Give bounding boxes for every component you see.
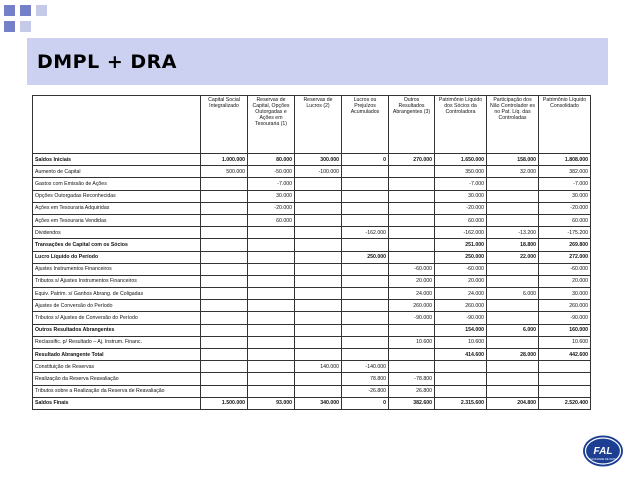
- value-cell: 2.315.600: [435, 397, 487, 409]
- value-cell: -175.200: [539, 227, 591, 239]
- table-row: [33, 166, 591, 178]
- column-header: Lucros ou Prejuízos Acumulados: [342, 96, 389, 154]
- value-cell: [295, 312, 342, 324]
- dmpl-table-wrapper: [32, 95, 590, 454]
- value-cell: [248, 349, 295, 361]
- value-cell: 0: [342, 397, 389, 409]
- value-cell: [389, 361, 435, 373]
- value-cell: [201, 324, 248, 336]
- value-cell: [342, 263, 389, 275]
- value-cell: -60.000: [435, 263, 487, 275]
- table-row: [33, 288, 591, 300]
- dmpl-table: [32, 95, 591, 410]
- table-row: [33, 178, 591, 190]
- value-cell: [389, 178, 435, 190]
- decor-square-5: [20, 21, 31, 32]
- row-label-cell: Saldos Finais: [33, 397, 201, 409]
- value-cell: 382.600: [389, 397, 435, 409]
- value-cell: [201, 312, 248, 324]
- value-cell: 269.800: [539, 239, 591, 251]
- value-cell: [295, 336, 342, 348]
- row-label-cell: Constituição de Reservas: [33, 361, 201, 373]
- value-cell: 20.000: [435, 275, 487, 287]
- value-cell: [487, 385, 539, 397]
- value-cell: [487, 361, 539, 373]
- value-cell: [295, 275, 342, 287]
- value-cell: [487, 190, 539, 202]
- value-cell: [295, 263, 342, 275]
- value-cell: 382.000: [539, 166, 591, 178]
- value-cell: [435, 361, 487, 373]
- value-cell: [201, 361, 248, 373]
- value-cell: [248, 288, 295, 300]
- value-cell: -13.200: [487, 227, 539, 239]
- value-cell: [295, 178, 342, 190]
- value-cell: -90.000: [389, 312, 435, 324]
- value-cell: [342, 312, 389, 324]
- logo-caption: FACULDADE DE NATAL: [588, 458, 618, 461]
- value-cell: [342, 202, 389, 214]
- value-cell: [295, 300, 342, 312]
- value-cell: [487, 275, 539, 287]
- column-header: Reservas de Capital, Opções Outorgadas e Ações em Tesouraria (1): [248, 96, 295, 154]
- value-cell: 158.000: [487, 154, 539, 166]
- value-cell: [295, 251, 342, 263]
- value-cell: 30.000: [435, 190, 487, 202]
- value-cell: 60.000: [248, 214, 295, 226]
- table-row: [33, 251, 591, 263]
- value-cell: -26.800: [342, 385, 389, 397]
- value-cell: [201, 336, 248, 348]
- column-header: Participação dos Não Controlador es no Pat. Líq. das Controladas: [487, 96, 539, 154]
- value-cell: 20.000: [539, 275, 591, 287]
- value-cell: [201, 178, 248, 190]
- row-label-cell: Ações em Tesouraria Vendidas: [33, 214, 201, 226]
- row-label-cell: Ações em Tesouraria Adquiridas: [33, 202, 201, 214]
- value-cell: -7.000: [539, 178, 591, 190]
- value-cell: [201, 251, 248, 263]
- value-cell: [487, 263, 539, 275]
- table-row: [33, 336, 591, 348]
- value-cell: 1.500.000: [201, 397, 248, 409]
- value-cell: [389, 349, 435, 361]
- column-header: Patrimônio Líquido dos Sócios da Controladora: [435, 96, 487, 154]
- value-cell: [201, 227, 248, 239]
- value-cell: -7.000: [435, 178, 487, 190]
- table-row: [33, 275, 591, 287]
- value-cell: [539, 373, 591, 385]
- value-cell: [295, 324, 342, 336]
- row-label-cell: Dividendos: [33, 227, 201, 239]
- fal-logo-emblem: [582, 434, 624, 468]
- value-cell: [201, 239, 248, 251]
- value-cell: [342, 239, 389, 251]
- value-cell: 26.800: [389, 385, 435, 397]
- value-cell: 78.800: [342, 373, 389, 385]
- value-cell: -60.000: [389, 263, 435, 275]
- column-header: [33, 96, 201, 154]
- table-row: [33, 397, 591, 409]
- value-cell: [487, 336, 539, 348]
- value-cell: [342, 275, 389, 287]
- value-cell: [389, 166, 435, 178]
- value-cell: [201, 288, 248, 300]
- value-cell: 442.600: [539, 349, 591, 361]
- value-cell: 260.000: [539, 300, 591, 312]
- value-cell: [342, 178, 389, 190]
- value-cell: [389, 214, 435, 226]
- value-cell: 154.000: [435, 324, 487, 336]
- value-cell: [435, 385, 487, 397]
- value-cell: -162.000: [342, 227, 389, 239]
- column-header: Outros Resultados Abrangentes (3): [389, 96, 435, 154]
- value-cell: 28.000: [487, 349, 539, 361]
- value-cell: 30.000: [539, 288, 591, 300]
- value-cell: [295, 227, 342, 239]
- decor-square-2: [20, 5, 31, 16]
- value-cell: [248, 251, 295, 263]
- value-cell: 18.800: [487, 239, 539, 251]
- value-cell: [248, 312, 295, 324]
- row-label-cell: Tributos s/ Ajustes de Conversão do Período: [33, 312, 201, 324]
- value-cell: [295, 214, 342, 226]
- value-cell: 30.000: [539, 190, 591, 202]
- value-cell: 270.000: [389, 154, 435, 166]
- row-label-cell: Gastos com Emissão de Ações: [33, 178, 201, 190]
- value-cell: 10.600: [539, 336, 591, 348]
- value-cell: 24.000: [435, 288, 487, 300]
- row-label-cell: Lucro Líquido do Período: [33, 251, 201, 263]
- table-row: [33, 349, 591, 361]
- table-row: [33, 202, 591, 214]
- value-cell: 10.600: [435, 336, 487, 348]
- value-cell: [487, 202, 539, 214]
- value-cell: [342, 349, 389, 361]
- value-cell: 251.000: [435, 239, 487, 251]
- table-row: [33, 324, 591, 336]
- value-cell: -20.000: [248, 202, 295, 214]
- value-cell: [201, 190, 248, 202]
- value-cell: -140.000: [342, 361, 389, 373]
- value-cell: [342, 336, 389, 348]
- decor-square-4: [4, 21, 15, 32]
- table-row: [33, 373, 591, 385]
- value-cell: [248, 324, 295, 336]
- value-cell: [248, 275, 295, 287]
- value-cell: [248, 336, 295, 348]
- value-cell: 250.000: [435, 251, 487, 263]
- value-cell: 350.000: [435, 166, 487, 178]
- row-label-cell: Equiv. Patrim. s/ Ganhos Abrang. de Coligadas: [33, 288, 201, 300]
- value-cell: [342, 166, 389, 178]
- row-label-cell: Tributos sobre a Realização da Reserva de Reavaliação: [33, 385, 201, 397]
- slide-title: DMPL + DRA: [37, 51, 177, 73]
- value-cell: [389, 227, 435, 239]
- value-cell: [295, 202, 342, 214]
- value-cell: 10.600: [389, 336, 435, 348]
- value-cell: [248, 385, 295, 397]
- row-label-cell: Outros Resultados Abrangentes: [33, 324, 201, 336]
- column-header: Patrimônio Líquido Consolidado: [539, 96, 591, 154]
- value-cell: [389, 251, 435, 263]
- value-cell: -20.000: [539, 202, 591, 214]
- value-cell: [342, 288, 389, 300]
- value-cell: [201, 263, 248, 275]
- row-label-cell: Saldos Iniciais: [33, 154, 201, 166]
- value-cell: 0: [342, 154, 389, 166]
- value-cell: 2.520.400: [539, 397, 591, 409]
- value-cell: [487, 373, 539, 385]
- value-cell: [201, 202, 248, 214]
- column-header: Reservas de Lucros (2): [295, 96, 342, 154]
- value-cell: [539, 361, 591, 373]
- value-cell: [487, 300, 539, 312]
- row-label-cell: Tributos s/ Ajustes Instrumentos Financeiros: [33, 275, 201, 287]
- row-label-cell: Realização da Reserva Reavaliação: [33, 373, 201, 385]
- value-cell: [295, 239, 342, 251]
- value-cell: -90.000: [435, 312, 487, 324]
- value-cell: -20.000: [435, 202, 487, 214]
- value-cell: 204.800: [487, 397, 539, 409]
- title-bar: [27, 38, 608, 85]
- value-cell: [248, 239, 295, 251]
- value-cell: -162.000: [435, 227, 487, 239]
- value-cell: [487, 214, 539, 226]
- value-cell: 140.000: [295, 361, 342, 373]
- row-label-cell: Resultado Abrangente Total: [33, 349, 201, 361]
- value-cell: 260.000: [435, 300, 487, 312]
- value-cell: [342, 324, 389, 336]
- value-cell: [248, 373, 295, 385]
- fal-logo: [582, 434, 624, 468]
- value-cell: 160.000: [539, 324, 591, 336]
- value-cell: [295, 288, 342, 300]
- value-cell: -50.000: [248, 166, 295, 178]
- value-cell: [248, 361, 295, 373]
- table-row: [33, 385, 591, 397]
- value-cell: [389, 190, 435, 202]
- value-cell: [487, 312, 539, 324]
- value-cell: 260.000: [389, 300, 435, 312]
- value-cell: 250.000: [342, 251, 389, 263]
- table-row: [33, 214, 591, 226]
- row-label-cell: Opções Outorgadas Reconhecidas: [33, 190, 201, 202]
- value-cell: 1.808.000: [539, 154, 591, 166]
- table-row: [33, 263, 591, 275]
- value-cell: [201, 349, 248, 361]
- value-cell: 30.000: [248, 190, 295, 202]
- value-cell: [295, 349, 342, 361]
- value-cell: [342, 214, 389, 226]
- value-cell: [201, 275, 248, 287]
- value-cell: 24.000: [389, 288, 435, 300]
- value-cell: [342, 190, 389, 202]
- row-label-cell: Aumento de Capital: [33, 166, 201, 178]
- value-cell: [201, 385, 248, 397]
- table-header-row: [33, 96, 591, 154]
- value-cell: -7.000: [248, 178, 295, 190]
- row-label-cell: Ajustes de Conversão do Período: [33, 300, 201, 312]
- value-cell: -90.000: [539, 312, 591, 324]
- logo-text: FAL: [593, 446, 613, 457]
- value-cell: 500.000: [201, 166, 248, 178]
- value-cell: 93.000: [248, 397, 295, 409]
- value-cell: [539, 385, 591, 397]
- value-cell: 60.000: [539, 214, 591, 226]
- decor-square-3: [36, 5, 47, 16]
- value-cell: [201, 373, 248, 385]
- value-cell: 340.000: [295, 397, 342, 409]
- value-cell: [389, 202, 435, 214]
- table-row: [33, 361, 591, 373]
- value-cell: [435, 373, 487, 385]
- value-cell: [248, 227, 295, 239]
- value-cell: [342, 300, 389, 312]
- value-cell: [295, 190, 342, 202]
- table-row: [33, 154, 591, 166]
- value-cell: [201, 300, 248, 312]
- value-cell: [248, 263, 295, 275]
- table-row: [33, 227, 591, 239]
- table-row: [33, 312, 591, 324]
- value-cell: 272.000: [539, 251, 591, 263]
- value-cell: 414.600: [435, 349, 487, 361]
- value-cell: 20.000: [389, 275, 435, 287]
- table-row: [33, 190, 591, 202]
- value-cell: -100.000: [295, 166, 342, 178]
- decor-square-1: [4, 5, 15, 16]
- value-cell: 22.000: [487, 251, 539, 263]
- value-cell: 32.000: [487, 166, 539, 178]
- table-row: [33, 239, 591, 251]
- table-body: [33, 154, 591, 410]
- value-cell: [389, 239, 435, 251]
- value-cell: [201, 214, 248, 226]
- value-cell: [295, 373, 342, 385]
- value-cell: 6.000: [487, 288, 539, 300]
- row-label-cell: Transações de Capital com os Sócios: [33, 239, 201, 251]
- value-cell: 1.000.000: [201, 154, 248, 166]
- value-cell: -60.000: [539, 263, 591, 275]
- column-header: Capital Social Integralizado: [201, 96, 248, 154]
- value-cell: 1.650.000: [435, 154, 487, 166]
- value-cell: [295, 385, 342, 397]
- row-label-cell: Reclassific. p/ Resultado – Aj. Instrum. Financ.: [33, 336, 201, 348]
- value-cell: 80.000: [248, 154, 295, 166]
- value-cell: [248, 300, 295, 312]
- value-cell: [389, 324, 435, 336]
- value-cell: 60.000: [435, 214, 487, 226]
- table-row: [33, 300, 591, 312]
- value-cell: -78.800: [389, 373, 435, 385]
- value-cell: 300.000: [295, 154, 342, 166]
- row-label-cell: Ajustes Instrumentos Financeiros: [33, 263, 201, 275]
- value-cell: [487, 178, 539, 190]
- value-cell: 6.000: [487, 324, 539, 336]
